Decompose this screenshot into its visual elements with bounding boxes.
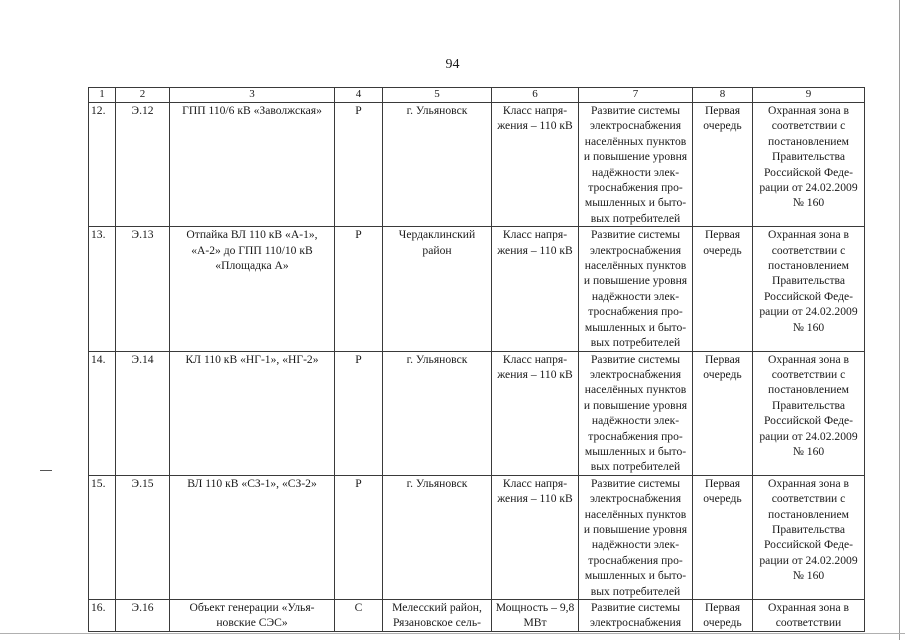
object-purpose: Развитие системы электроснабжения: [579, 600, 693, 632]
object-protection-zone: Охранная зона в соответствии с постановлением Правительства Российской Феде-рации от 24.02.2009 № 160: [753, 103, 865, 227]
object-location: Мелесский район, Рязановское сель-: [383, 600, 492, 632]
object-protection-zone: Охранная зона в соответствии с постановлением Правительства Российской Феде-рации от 24.02.2009 № 160: [753, 351, 865, 475]
object-code: Э.12: [116, 103, 170, 227]
object-location: Чердаклинский район: [383, 227, 492, 351]
object-characteristics: Класс напря-жения – 110 кВ: [492, 351, 579, 475]
object-name: Отпайка ВЛ 110 кВ «А-1», «А-2» до ГПП 110/10 кВ «Площадка А»: [170, 227, 335, 351]
page-edge: [0, 633, 905, 634]
column-header: 3: [170, 88, 335, 103]
margin-mark: [40, 470, 52, 471]
object-purpose: Развитие системы электроснабжения населённых пунктов и повышение уровня надёжности элек-троснабжения про-мышленных и быто-вых потребителей: [579, 103, 693, 227]
column-header: 5: [383, 88, 492, 103]
object-location: г. Ульяновск: [383, 103, 492, 227]
object-status: Р: [335, 475, 383, 599]
object-status: Р: [335, 351, 383, 475]
data-table: [88, 87, 865, 632]
column-header: 6: [492, 88, 579, 103]
object-stage: Первая очередь: [693, 600, 753, 632]
object-purpose: Развитие системы электроснабжения населённых пунктов и повышение уровня надёжности элек-троснабжения про-мышленных и быто-вых потребителей: [579, 351, 693, 475]
object-protection-zone: Охранная зона в соответствии с постановлением Правительства Российской Феде-рации от 24.02.2009 № 160: [753, 227, 865, 351]
column-header: 9: [753, 88, 865, 103]
table-row: [89, 600, 865, 632]
table-row: [89, 227, 865, 351]
object-code: Э.14: [116, 351, 170, 475]
object-characteristics: Класс напря-жения – 110 кВ: [492, 103, 579, 227]
object-name: Объект генерации «Улья-новские СЭС»: [170, 600, 335, 632]
object-code: Э.13: [116, 227, 170, 351]
page-edge: [899, 0, 900, 640]
object-stage: Первая очередь: [693, 227, 753, 351]
object-stage: Первая очередь: [693, 475, 753, 599]
object-protection-zone: Охранная зона в соответствии: [753, 600, 865, 632]
object-status: Р: [335, 227, 383, 351]
object-location: г. Ульяновск: [383, 351, 492, 475]
object-protection-zone: Охранная зона в соответствии с постановлением Правительства Российской Феде-рации от 24.02.2009 № 160: [753, 475, 865, 599]
object-purpose: Развитие системы электроснабжения населённых пунктов и повышение уровня надёжности элек-троснабжения про-мышленных и быто-вых потребителей: [579, 227, 693, 351]
page-number: 94: [445, 57, 460, 72]
object-location: г. Ульяновск: [383, 475, 492, 599]
object-name: ГПП 110/6 кВ «Заволжская»: [170, 103, 335, 227]
column-header: 1: [89, 88, 116, 103]
object-characteristics: Мощность – 9,8 МВт: [492, 600, 579, 632]
object-purpose: Развитие системы электроснабжения населённых пунктов и повышение уровня надёжности элек-троснабжения про-мышленных и быто-вых потребителей: [579, 475, 693, 599]
object-code: Э.15: [116, 475, 170, 599]
row-number: 16.: [89, 600, 116, 632]
column-header: 7: [579, 88, 693, 103]
object-stage: Первая очередь: [693, 351, 753, 475]
table-header-row: [89, 88, 865, 103]
column-header: 8: [693, 88, 753, 103]
object-characteristics: Класс напря-жения – 110 кВ: [492, 475, 579, 599]
table-row: [89, 103, 865, 227]
table-row: [89, 351, 865, 475]
row-number: 15.: [89, 475, 116, 599]
object-stage: Первая очередь: [693, 103, 753, 227]
object-characteristics: Класс напря-жения – 110 кВ: [492, 227, 579, 351]
column-header: 4: [335, 88, 383, 103]
object-status: С: [335, 600, 383, 632]
row-number: 12.: [89, 103, 116, 227]
object-status: Р: [335, 103, 383, 227]
object-name: ВЛ 110 кВ «СЗ-1», «СЗ-2»: [170, 475, 335, 599]
table-row: [89, 475, 865, 599]
row-number: 13.: [89, 227, 116, 351]
row-number: 14.: [89, 351, 116, 475]
column-header: 2: [116, 88, 170, 103]
object-code: Э.16: [116, 600, 170, 632]
object-name: КЛ 110 кВ «НГ-1», «НГ-2»: [170, 351, 335, 475]
